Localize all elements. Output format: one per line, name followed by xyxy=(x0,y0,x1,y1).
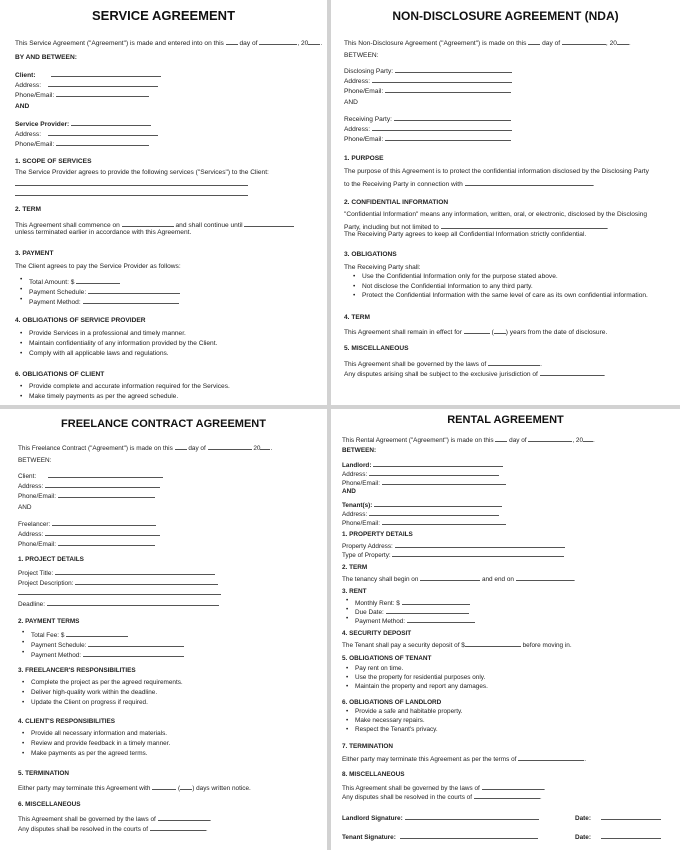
section-heading: 3. OBLIGATIONS xyxy=(344,251,397,258)
bullet-item: • Use the Confidential Information only for the purpose stated above. xyxy=(362,273,558,280)
tenant-signature-field: Tenant Signature: xyxy=(342,831,538,841)
bullet-item: • Payment Method: xyxy=(29,296,179,306)
between-label: BETWEEN: xyxy=(342,447,377,454)
bullet-item: • Pay rent on time. xyxy=(355,665,403,672)
days-words-blank[interactable] xyxy=(152,782,176,790)
landlord-signature-field: Landlord Signature: xyxy=(342,812,539,822)
phone-field: Phone/Email: xyxy=(18,538,155,548)
section-heading: 1. PROJECT DETAILS xyxy=(18,556,84,563)
section-heading: 6. MISCELLANEOUS xyxy=(18,801,81,808)
address-blank[interactable] xyxy=(369,508,499,516)
bullet-item: • Comply with all applicable laws and regulations. xyxy=(29,350,169,357)
law-blank[interactable] xyxy=(482,782,544,790)
deposit-line: The Tenant shall pay a security deposit of $ before moving in. xyxy=(342,639,572,649)
receiving-blank[interactable] xyxy=(394,113,511,121)
nda-page xyxy=(331,0,680,405)
bullet-item: • Provide Services in a professional and timely manner. xyxy=(29,330,186,337)
intro-line: This Non-Disclosure Agreement ("Agreement") is made on this day of , 20 . xyxy=(344,37,631,47)
address-field: Address: xyxy=(15,79,158,89)
year-blank[interactable] xyxy=(308,37,320,45)
purpose-blank[interactable] xyxy=(465,178,593,186)
address-field: Address: xyxy=(342,468,499,478)
tenant-date-blank[interactable] xyxy=(601,831,661,839)
address-blank[interactable] xyxy=(45,480,160,488)
provider-blank[interactable] xyxy=(71,118,151,126)
landlord-date-field: Date: xyxy=(575,812,661,822)
day-blank[interactable] xyxy=(495,434,507,442)
bullet-item: • Use the property for residential purposes only. xyxy=(355,674,485,681)
client-field: Client: xyxy=(18,470,163,480)
day-blank[interactable] xyxy=(226,37,238,45)
bullet-item: • Complete the project as per the agreed requirements. xyxy=(31,679,183,686)
schedule-blank[interactable] xyxy=(88,286,180,294)
section-text: The Service Provider agrees to provide the following services ("Services") to the Client: xyxy=(15,169,269,176)
phone-field: Phone/Email: xyxy=(15,89,149,99)
disclosing-blank[interactable] xyxy=(395,65,512,73)
bullet-item: • Maintain confidentiality of any information provided by the Client. xyxy=(29,340,217,347)
bullet-item: • Make necessary repairs. xyxy=(355,717,425,724)
section-text: The Receiving Party shall: xyxy=(344,264,421,271)
deadline-field: Deadline: xyxy=(18,598,219,608)
day-blank[interactable] xyxy=(528,37,540,45)
phone-blank[interactable] xyxy=(382,477,506,485)
bullet-item: • Monthly Rent: $ xyxy=(355,597,470,607)
section-heading: 3. PAYMENT xyxy=(15,250,54,257)
bullet-item: • Payment Schedule: xyxy=(29,286,180,296)
year-blank[interactable] xyxy=(260,442,270,450)
method-blank[interactable] xyxy=(407,615,475,623)
section-heading: 6. OBLIGATIONS OF CLIENT xyxy=(15,371,105,378)
by-and-between: BY AND BETWEEN: xyxy=(15,54,77,61)
address-field: Address: xyxy=(18,480,160,490)
disclosing-field: Disclosing Party: xyxy=(344,65,512,75)
section-heading: 4. OBLIGATIONS OF SERVICE PROVIDER xyxy=(15,317,146,324)
property-address-blank[interactable] xyxy=(395,540,565,548)
phone-blank[interactable] xyxy=(56,138,149,146)
phone-blank[interactable] xyxy=(58,490,155,498)
client-blank[interactable] xyxy=(51,69,161,77)
bullet-item: • Maintain the property and report any damages. xyxy=(355,683,488,690)
section-heading: 2. TERM xyxy=(15,206,42,213)
section-heading: 2. TERM xyxy=(342,564,368,571)
address-field: Address: xyxy=(15,128,158,138)
address-blank[interactable] xyxy=(372,123,512,131)
address-field: Address: xyxy=(344,123,512,133)
address-blank[interactable] xyxy=(372,75,512,83)
between-label: BETWEEN: xyxy=(18,457,52,464)
phone-blank[interactable] xyxy=(58,538,155,546)
purpose-line: to the Receiving Party in connection with . xyxy=(344,178,594,188)
bullet-item: • Total Fee: $ xyxy=(31,629,128,639)
phone-field: Phone/Email: xyxy=(342,477,506,487)
schedule-blank[interactable] xyxy=(88,639,184,647)
description-blank[interactable] xyxy=(75,577,218,585)
month-blank[interactable] xyxy=(259,37,297,45)
year-blank[interactable] xyxy=(583,434,593,442)
phone-blank[interactable] xyxy=(382,517,506,525)
term-line: The tenancy shall begin on and end on . xyxy=(342,573,576,583)
section-text: "Confidential Information" means any information, written, oral, or electronic, disclosed by the Disclosing xyxy=(344,211,648,218)
landlord-field: Landlord: xyxy=(342,459,503,469)
days-number-blank[interactable] xyxy=(180,782,192,790)
bullet-item: • Deliver high-quality work within the deadline. xyxy=(31,689,157,696)
bullet-item: • Protect the Confidential Information with the same level of care as its own confidential information. xyxy=(362,292,648,299)
law-line: This Agreement shall be governed by the laws of . xyxy=(342,782,545,792)
law-blank[interactable] xyxy=(158,813,210,821)
bullet-item: • Update the Client on progress if required. xyxy=(31,699,148,706)
description-field: Project Description: xyxy=(18,577,218,587)
section-heading: 3. FREELANCER'S RESPONSIBILITIES xyxy=(18,667,136,674)
tenant-blank[interactable] xyxy=(374,499,502,507)
bullet-item: • Provide a safe and habitable property. xyxy=(355,708,463,715)
rent-blank[interactable] xyxy=(402,597,470,605)
day-blank[interactable] xyxy=(175,442,187,450)
between-label: BETWEEN: xyxy=(344,52,379,59)
bullet-item: • Not disclose the Confidential Information to any third party. xyxy=(362,283,533,290)
page-title: NON-DISCLOSURE AGREEMENT (NDA) xyxy=(392,9,619,23)
section-heading: 4. TERM xyxy=(344,314,371,321)
description-extra-line[interactable] xyxy=(18,587,221,597)
section-heading: 2. CONFIDENTIAL INFORMATION xyxy=(344,199,449,206)
courts-blank[interactable] xyxy=(474,791,540,799)
courts-blank[interactable] xyxy=(150,823,206,831)
method-blank[interactable] xyxy=(83,649,184,657)
term-line: This Agreement shall remain in effect for ( ) years from the date of disclosure. xyxy=(344,326,607,336)
freelancer-blank[interactable] xyxy=(52,518,156,526)
bullet-item: • Make timely payments as per the agreed schedule. xyxy=(29,393,178,400)
page-title: RENTAL AGREEMENT xyxy=(447,414,564,426)
client-field: Client: xyxy=(15,69,161,79)
termination-blank[interactable] xyxy=(518,753,584,761)
property-address-field: Property Address: xyxy=(342,540,565,550)
start-date-blank[interactable] xyxy=(122,219,174,227)
section-heading: 5. OBLIGATIONS OF TENANT xyxy=(342,655,432,662)
address-blank[interactable] xyxy=(369,468,499,476)
tenant-signature-blank[interactable] xyxy=(400,831,538,839)
bullet-item: • Payment Method: xyxy=(31,649,184,659)
bullet-item: • Total Amount: $ xyxy=(29,276,120,286)
services-blank-line[interactable] xyxy=(15,188,248,198)
end-date-blank[interactable] xyxy=(516,573,574,581)
section-heading: 4. CLIENT'S RESPONSIBILITIES xyxy=(18,718,116,725)
freelance-contract-page xyxy=(0,409,327,850)
phone-blank[interactable] xyxy=(385,133,511,141)
due-date-blank[interactable] xyxy=(386,606,469,614)
phone-field: Phone/Email: xyxy=(18,490,155,500)
bullet-item: • Payment Method: xyxy=(355,615,475,625)
address-blank[interactable] xyxy=(48,79,158,87)
termination-line: Either party may terminate this Agreement with ( ) days written notice. xyxy=(18,782,251,792)
method-blank[interactable] xyxy=(83,296,179,304)
jurisdiction-line: Any disputes arising shall be subject to the exclusive jurisdiction of . xyxy=(344,368,606,378)
section-heading: 8. MISCELLANEOUS xyxy=(342,771,405,778)
section-heading: 1. PURPOSE xyxy=(344,155,384,162)
years-number-blank[interactable] xyxy=(494,326,506,334)
years-words-blank[interactable] xyxy=(464,326,490,334)
bullet-item: • Payment Schedule: xyxy=(31,639,184,649)
jurisdiction-blank[interactable] xyxy=(540,368,604,376)
and-label: AND xyxy=(15,103,30,110)
month-blank[interactable] xyxy=(208,442,252,450)
confidential-line: Party, including but not limited to . xyxy=(344,221,609,231)
deposit-blank[interactable] xyxy=(465,639,521,647)
rental-agreement-page xyxy=(331,409,680,850)
services-blank-line[interactable] xyxy=(15,178,248,188)
address-field: Address: xyxy=(18,528,160,538)
month-blank[interactable] xyxy=(528,434,572,442)
bullet-item: • Respect the Tenant's privacy. xyxy=(355,726,438,733)
page-title: FREELANCE CONTRACT AGREEMENT xyxy=(61,418,266,430)
section-heading: 2. PAYMENT TERMS xyxy=(18,618,80,625)
termination-line: Either party may terminate this Agreement as per the terms of . xyxy=(342,753,586,763)
begin-date-blank[interactable] xyxy=(420,573,480,581)
address-field: Address: xyxy=(342,508,499,518)
tenant-date-field: Date: xyxy=(575,831,661,841)
confidential-blank[interactable] xyxy=(441,221,607,229)
phone-blank[interactable] xyxy=(56,89,149,97)
year-blank[interactable] xyxy=(617,37,629,45)
deadline-blank[interactable] xyxy=(47,598,219,606)
courts-line: Any disputes shall be resolved in the courts of . xyxy=(342,791,542,801)
service-agreement-page xyxy=(0,0,327,405)
section-heading: 7. TERMINATION xyxy=(342,743,394,750)
month-blank[interactable] xyxy=(562,37,606,45)
and-label: AND xyxy=(342,488,356,495)
receiving-field: Receiving Party: xyxy=(344,113,511,123)
property-type-field: Type of Property: xyxy=(342,549,564,559)
project-title-blank[interactable] xyxy=(55,567,215,575)
address-blank[interactable] xyxy=(45,528,160,536)
section-heading: 5. MISCELLANEOUS xyxy=(344,345,409,352)
section-heading: 4. SECURITY DEPOSIT xyxy=(342,630,412,637)
intro-line: This Service Agreement ("Agreement") is made and entered into on this day of , 20 . xyxy=(15,37,322,47)
phone-field: Phone/Email: xyxy=(342,517,506,527)
landlord-signature-blank[interactable] xyxy=(405,812,539,820)
law-blank[interactable] xyxy=(488,358,540,366)
bullet-item: • Provide all necessary information and materials. xyxy=(31,730,167,737)
section-heading: 5. TERMINATION xyxy=(18,770,70,777)
section-text: The purpose of this Agreement is to protect the confidential information disclosed by the Disclosing Party xyxy=(344,168,649,175)
law-line: This Agreement shall be governed by the laws of . xyxy=(18,813,211,823)
section-heading: 1. SCOPE OF SERVICES xyxy=(15,158,92,165)
amount-blank[interactable] xyxy=(76,276,120,284)
law-line: This Agreement shall be governed by the laws of . xyxy=(344,358,542,368)
section-heading: 6. OBLIGATIONS OF LANDLORD xyxy=(342,699,442,706)
courts-line: Any disputes shall be resolved in the courts of . xyxy=(18,823,208,833)
tenant-field: Tenant(s): xyxy=(342,499,502,509)
phone-field: Phone/Email: xyxy=(344,85,511,95)
phone-blank[interactable] xyxy=(385,85,511,93)
bullet-item: • Provide complete and accurate information required for the Services. xyxy=(29,383,230,390)
section-text: The Receiving Party agrees to keep all Confidential Information strictly confidential. xyxy=(344,231,587,238)
title-field: Project Title: xyxy=(18,567,215,577)
section-text: unless terminated earlier in accordance with this Agreement. xyxy=(15,229,192,236)
provider-field: Service Provider: xyxy=(15,118,151,128)
landlord-date-blank[interactable] xyxy=(601,812,661,820)
term-line: This Agreement shall commence on and shall continue until xyxy=(15,219,294,229)
bullet-item: • Due Date: xyxy=(355,606,469,616)
property-type-blank[interactable] xyxy=(392,549,564,557)
intro-line: This Rental Agreement ("Agreement") is made on this day of , 20 . xyxy=(342,434,595,444)
client-blank[interactable] xyxy=(48,470,163,478)
section-text: The Client agrees to pay the Service Provider as follows: xyxy=(15,263,181,270)
address-blank[interactable] xyxy=(48,128,158,136)
landlord-blank[interactable] xyxy=(373,459,503,467)
fee-blank[interactable] xyxy=(66,629,128,637)
phone-field: Phone/Email: xyxy=(15,138,149,148)
section-heading: 1. PROPERTY DETAILS xyxy=(342,531,413,538)
bullet-item: • Review and provide feedback in a timely manner. xyxy=(31,740,170,747)
bullet-item: • Make payments as per the agreed terms. xyxy=(31,750,148,757)
section-heading: 3. RENT xyxy=(342,588,367,595)
address-field: Address: xyxy=(344,75,512,85)
and-label: AND xyxy=(18,504,32,511)
page-title: SERVICE AGREEMENT xyxy=(91,8,236,23)
freelancer-field: Freelancer: xyxy=(18,518,156,528)
end-date-blank[interactable] xyxy=(244,219,294,227)
and-label: AND xyxy=(344,99,358,106)
intro-line: This Freelance Contract ("Agreement") is made on this day of 20 . xyxy=(18,442,272,452)
phone-field: Phone/Email: xyxy=(344,133,511,143)
